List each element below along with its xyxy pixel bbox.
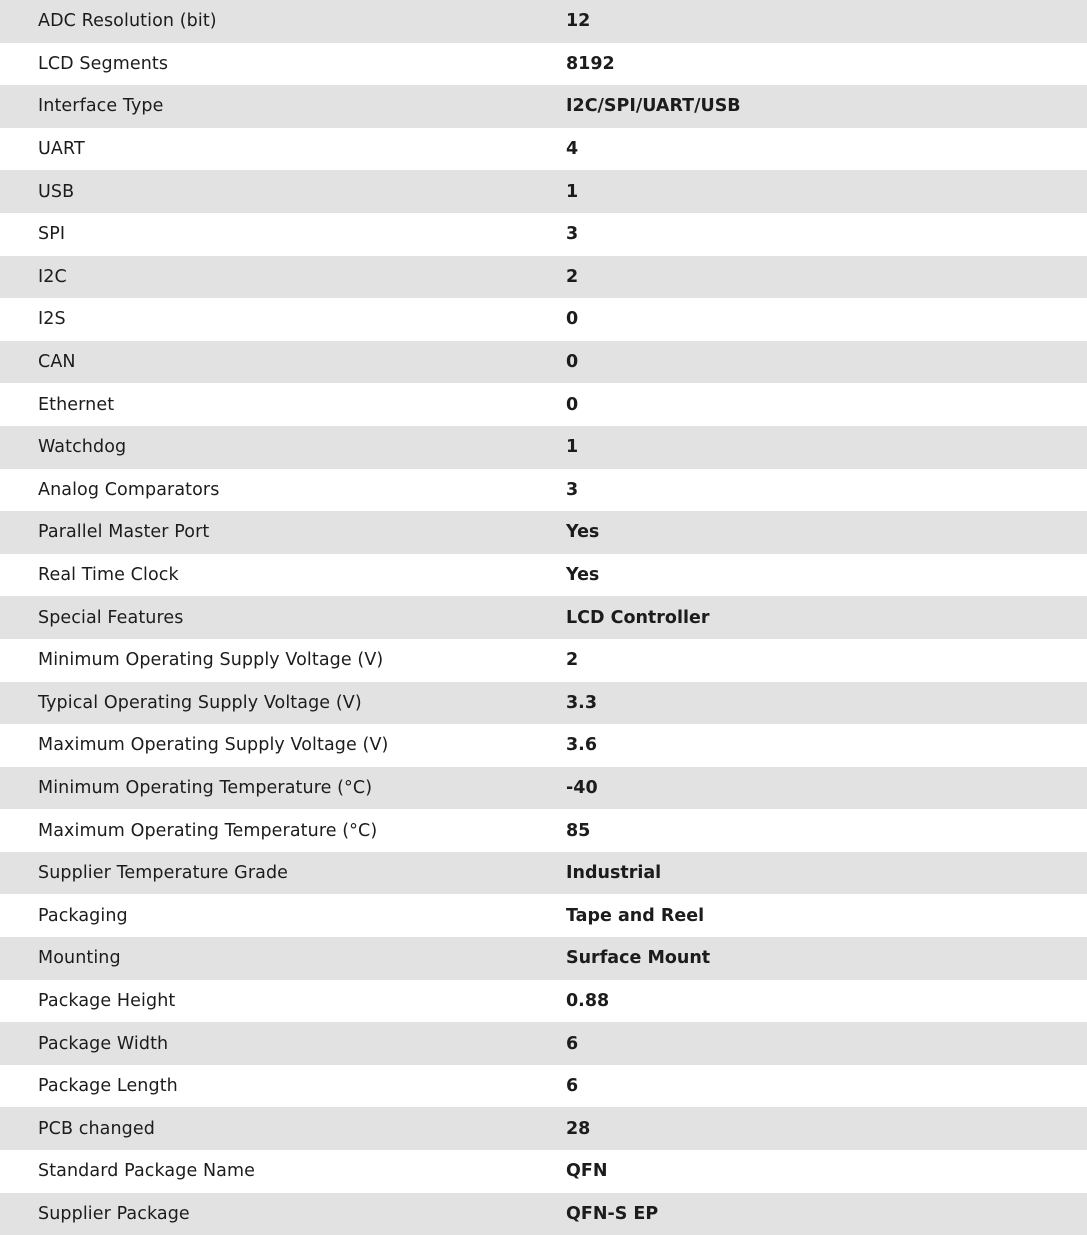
spec-row-interface-type xyxy=(0,85,1087,128)
spec-row-parallel-master-port xyxy=(0,511,1087,554)
spec-value: 0.88 xyxy=(566,990,610,1011)
spec-label: Analog Comparators xyxy=(38,479,220,500)
spec-label: Package Height xyxy=(38,990,176,1011)
spec-row-typ-supply-voltage xyxy=(0,682,1087,725)
spec-row-uart xyxy=(0,128,1087,171)
spec-value: I2C/SPI/UART/USB xyxy=(566,96,741,117)
spec-value: 0 xyxy=(566,352,579,373)
spec-label: Ethernet xyxy=(38,394,115,415)
spec-row-pcb-changed xyxy=(0,1107,1087,1150)
spec-label: Minimum Operating Temperature (°C) xyxy=(38,777,373,798)
spec-label: Standard Package Name xyxy=(38,1161,256,1182)
spec-label: Package Width xyxy=(38,1033,169,1054)
spec-row-packaging xyxy=(0,894,1087,937)
spec-value: 12 xyxy=(566,11,591,32)
spec-value: LCD Controller xyxy=(566,607,710,628)
spec-label: UART xyxy=(38,139,85,160)
spec-value: 3.3 xyxy=(566,692,598,713)
spec-value: 3.6 xyxy=(566,735,598,756)
spec-row-package-width xyxy=(0,1022,1087,1065)
spec-value: 2 xyxy=(566,266,579,287)
spec-value: 4 xyxy=(566,139,579,160)
spec-row-mounting xyxy=(0,937,1087,980)
spec-value: 0 xyxy=(566,309,579,330)
spec-row-real-time-clock xyxy=(0,554,1087,597)
spec-row-max-supply-voltage xyxy=(0,724,1087,767)
spec-value: 85 xyxy=(566,820,591,841)
spec-value: 6 xyxy=(566,1033,579,1054)
spec-row-min-supply-voltage xyxy=(0,639,1087,682)
spec-row-max-temperature xyxy=(0,809,1087,852)
spec-label: PCB changed xyxy=(38,1118,155,1139)
spec-value: Surface Mount xyxy=(566,948,711,969)
spec-row-ethernet xyxy=(0,383,1087,426)
spec-row-package-length xyxy=(0,1065,1087,1108)
spec-row-lcd-segments xyxy=(0,43,1087,86)
spec-value: -40 xyxy=(566,777,598,798)
spec-row-temperature-grade xyxy=(0,852,1087,895)
spec-label: Packaging xyxy=(38,905,128,926)
spec-value: 6 xyxy=(566,1076,579,1097)
spec-value: 3 xyxy=(566,479,579,500)
spec-value: 3 xyxy=(566,224,579,245)
spec-label: I2C xyxy=(38,266,67,287)
spec-label: I2S xyxy=(38,309,66,330)
spec-row-standard-package-name xyxy=(0,1150,1087,1193)
spec-label: Special Features xyxy=(38,607,184,628)
spec-label: SPI xyxy=(38,224,66,245)
spec-value: 8192 xyxy=(566,53,615,74)
spec-label: Minimum Operating Supply Voltage (V) xyxy=(38,650,384,671)
spec-label: Maximum Operating Temperature (°C) xyxy=(38,820,378,841)
spec-value: QFN xyxy=(566,1161,608,1182)
spec-row-special-features xyxy=(0,596,1087,639)
spec-value: 0 xyxy=(566,394,579,415)
spec-row-watchdog xyxy=(0,426,1087,469)
spec-value: 2 xyxy=(566,650,579,671)
spec-value: Tape and Reel xyxy=(566,905,705,926)
spec-label: USB xyxy=(38,181,75,202)
spec-label: CAN xyxy=(38,352,76,373)
spec-row-i2c xyxy=(0,256,1087,299)
spec-value: Yes xyxy=(566,565,600,586)
spec-row-usb xyxy=(0,170,1087,213)
spec-row-can xyxy=(0,341,1087,384)
spec-row-spi xyxy=(0,213,1087,256)
spec-label: Real Time Clock xyxy=(38,565,179,586)
spec-row-analog-comparators xyxy=(0,469,1087,512)
spec-value: 1 xyxy=(566,181,579,202)
spec-row-i2s xyxy=(0,298,1087,341)
spec-value: 28 xyxy=(566,1118,591,1139)
spec-row-package-height xyxy=(0,980,1087,1023)
spec-value: Industrial xyxy=(566,863,662,884)
spec-value: 1 xyxy=(566,437,579,458)
spec-value: Yes xyxy=(566,522,600,543)
spec-label: Maximum Operating Supply Voltage (V) xyxy=(38,735,389,756)
spec-label: Watchdog xyxy=(38,437,127,458)
spec-row-min-temperature xyxy=(0,767,1087,810)
spec-label: Supplier Temperature Grade xyxy=(38,863,289,884)
spec-label: Supplier Package xyxy=(38,1203,190,1224)
spec-label: Package Length xyxy=(38,1076,178,1097)
spec-label: Interface Type xyxy=(38,96,164,117)
spec-value: QFN-S EP xyxy=(566,1203,659,1224)
spec-label: Typical Operating Supply Voltage (V) xyxy=(38,692,362,713)
spec-label: ADC Resolution (bit) xyxy=(38,11,217,32)
spec-label: Parallel Master Port xyxy=(38,522,210,543)
spec-row-adc-resolution xyxy=(0,0,1087,43)
spec-label: Mounting xyxy=(38,948,121,969)
spec-label: LCD Segments xyxy=(38,53,169,74)
